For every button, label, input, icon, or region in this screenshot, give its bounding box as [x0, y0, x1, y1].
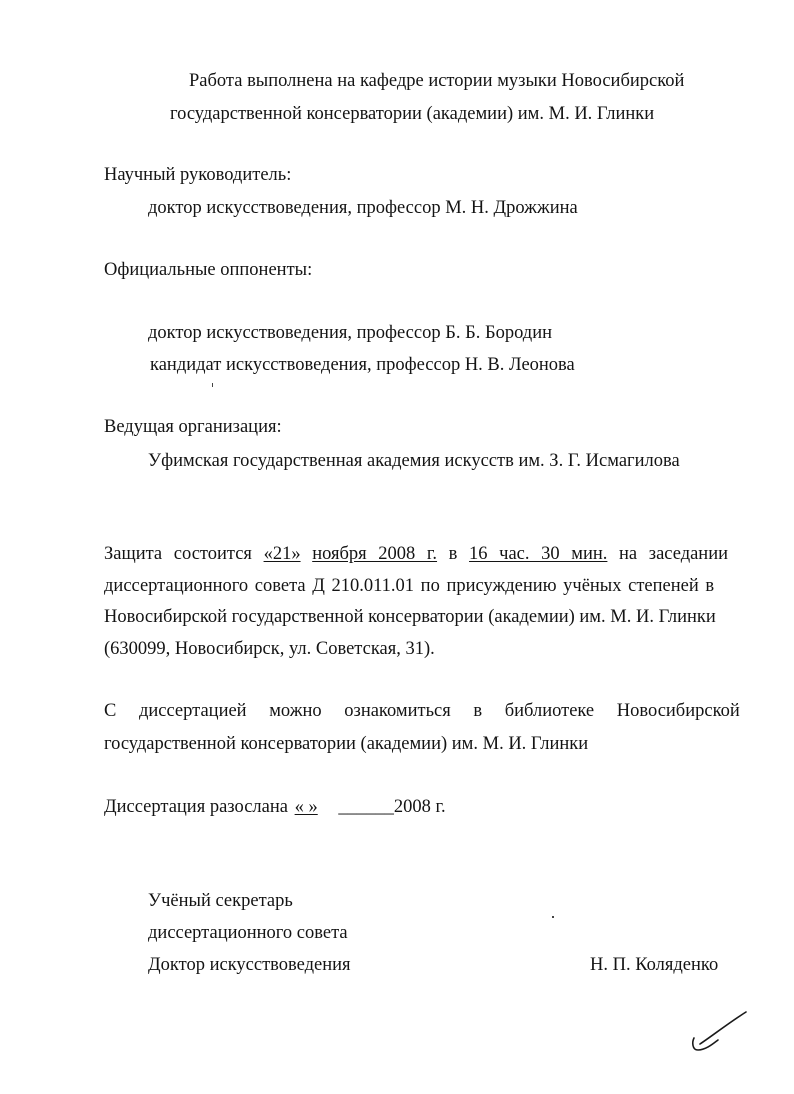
defense-prefix: Защита состоится — [104, 544, 252, 564]
mailing-month-blank: ______ — [338, 797, 394, 817]
opponent-item-2: кандидат искусствоведения, профессор Н. В. Леонова — [150, 355, 575, 375]
scan-speck — [212, 383, 213, 387]
library-line-1: С диссертацией можно ознакомиться в библиотеке Новосибирской — [104, 701, 740, 721]
header-line-1: Работа выполнена на кафедре истории музыки Новосибирской — [189, 71, 685, 91]
defense-month-year: ноября 2008 г. — [312, 544, 438, 564]
secretary-degree: Доктор искусствоведения — [148, 955, 351, 975]
defense-time: 16 час. 30 мин. — [469, 544, 608, 564]
opponents-label: Официальные оппоненты: — [104, 260, 313, 280]
library-line-2: государственной консерватории (академии) им. М. И. Глинки — [104, 734, 589, 754]
leading-org-label: Ведущая организация: — [104, 417, 282, 437]
signature-mark — [688, 1010, 752, 1060]
defense-at: в — [448, 544, 458, 564]
mailing-label: Диссертация разослана — [104, 797, 288, 817]
defense-day: «21» — [263, 544, 301, 564]
scan-speck — [552, 916, 554, 918]
defense-line-3: Новосибирской государственной консерватории (академии) им. М. И. Глинки — [104, 607, 716, 627]
defense-line-1 — [104, 543, 728, 565]
defense-line-2: диссертационного совета Д 210.011.01 по присуждению учёных степеней в — [104, 576, 715, 596]
supervisor-name: доктор искусствоведения, профессор М. Н. Дрожжина — [148, 198, 578, 218]
supervisor-label: Научный руководитель: — [104, 165, 292, 185]
secretary-title: Учёный секретарь — [148, 891, 293, 911]
leading-org-name: Уфимская государственная академия искусств им. З. Г. Исмагилова — [148, 451, 680, 471]
header-line-2: государственной консерватории (академии) им. М. И. Глинки — [170, 104, 655, 124]
mailing-year: 2008 г. — [393, 797, 446, 817]
secretary-council: диссертационного совета — [148, 923, 348, 943]
mailing-line — [104, 796, 446, 818]
mailing-day-blank: « » — [294, 797, 318, 817]
secretary-name: Н. П. Коляденко — [590, 955, 719, 975]
defense-suffix: на заседании — [619, 544, 729, 564]
opponent-item-1: доктор искусствоведения, профессор Б. Б. Бородин — [148, 323, 553, 343]
defense-line-4: (630099, Новосибирск, ул. Советская, 31). — [104, 639, 435, 659]
